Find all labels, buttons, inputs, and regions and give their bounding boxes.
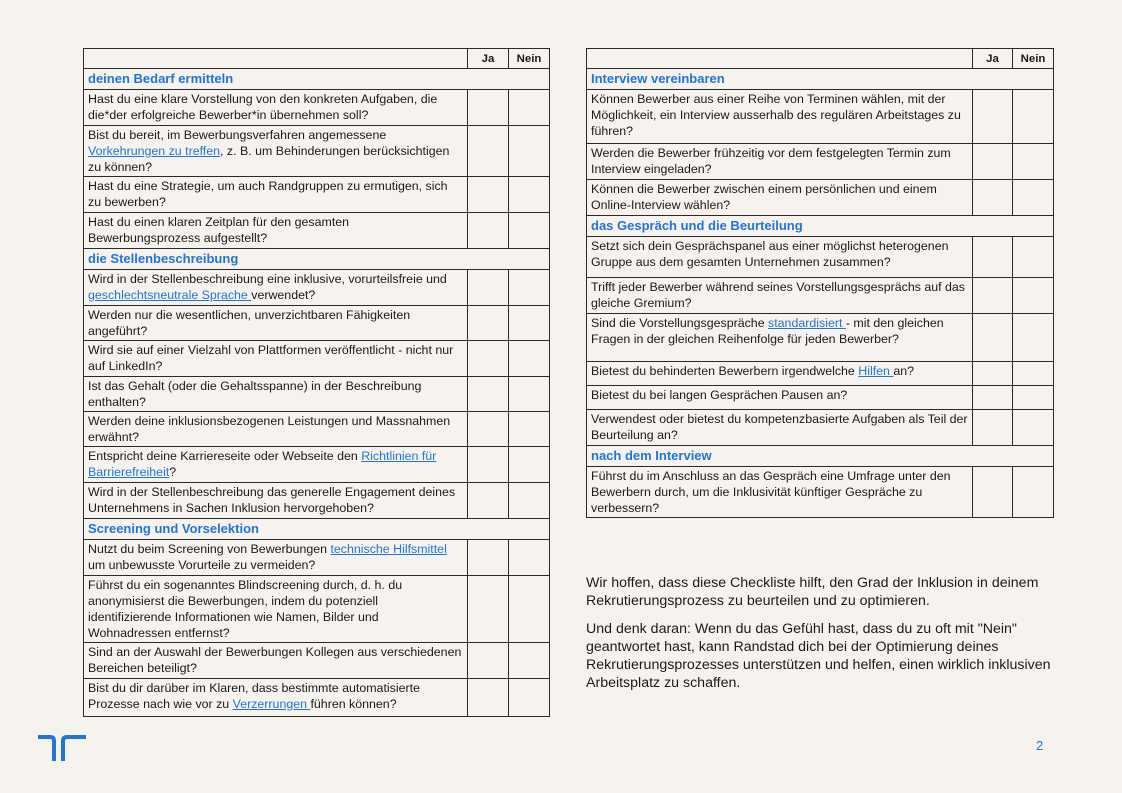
answer-ja-box[interactable] xyxy=(468,177,509,213)
question-text: an? xyxy=(893,364,915,378)
question-cell xyxy=(84,412,468,447)
answer-ja-box[interactable] xyxy=(468,576,509,643)
right-checklist-table xyxy=(586,48,1054,518)
answer-ja-box[interactable] xyxy=(468,341,509,377)
question-cell xyxy=(587,467,973,518)
question-cell xyxy=(587,314,973,362)
question-cell xyxy=(84,540,468,576)
page-number: 2 xyxy=(1036,738,1044,753)
answer-ja-box[interactable] xyxy=(973,410,1013,446)
inline-link[interactable]: standardisiert xyxy=(768,316,846,330)
table-row xyxy=(84,341,550,377)
question-text: Hast du einen klaren Zeitplan für den gesamten Bewerbungsprozess aufgestellt? xyxy=(88,215,350,245)
right-section-row xyxy=(587,446,1054,467)
section-heading: deinen Bedarf ermitteln xyxy=(84,69,550,90)
left-header-row xyxy=(84,49,550,69)
question-cell xyxy=(587,410,973,446)
answer-ja-box[interactable] xyxy=(468,679,509,717)
answer-nein-box[interactable] xyxy=(509,213,550,249)
table-row xyxy=(84,126,550,177)
table-row xyxy=(587,180,1054,216)
answer-ja-box[interactable] xyxy=(973,180,1013,216)
answer-nein-box[interactable] xyxy=(509,412,550,447)
question-text: Entspricht deine Karriereseite oder Webseite den xyxy=(88,449,362,463)
question-text: Bist du bereit, im Bewerbungsverfahren angemessene xyxy=(88,128,387,142)
question-text: Sind die Vorstellungsgespräche xyxy=(591,316,769,330)
right-table-body xyxy=(587,69,1054,518)
question-text: Sind an der Auswahl der Bewerbungen Kollegen aus verschiedenen Bereichen beteiligt? xyxy=(88,645,462,675)
answer-nein-box[interactable] xyxy=(509,576,550,643)
answer-ja-box[interactable] xyxy=(468,447,509,483)
table-row xyxy=(84,447,550,483)
right-header-ja: Ja xyxy=(973,49,1013,69)
question-text: Setzt sich dein Gesprächspanel aus einer möglichst heterogenen Gruppe aus dem gesamten Unternehmen zusammen? xyxy=(591,239,949,269)
question-cell xyxy=(587,278,973,314)
answer-ja-box[interactable] xyxy=(973,362,1013,386)
section-heading: die Stellenbeschreibung xyxy=(84,249,550,270)
question-cell xyxy=(84,643,468,679)
section-heading: Screening und Vorselektion xyxy=(84,519,550,540)
inline-link[interactable]: Verzerrungen xyxy=(232,697,311,711)
right-header-row xyxy=(587,49,1054,69)
table-row xyxy=(84,177,550,213)
answer-nein-box[interactable] xyxy=(509,540,550,576)
answer-ja-box[interactable] xyxy=(468,126,509,177)
table-row xyxy=(84,90,550,126)
inline-link[interactable]: Richtlinien für Barrierefreiheit xyxy=(88,449,437,479)
question-text: verwendet? xyxy=(251,288,316,302)
left-table-head xyxy=(84,49,550,69)
left-header-ja: Ja xyxy=(468,49,509,69)
question-text: Hast du eine Strategie, um auch Randgruppen zu ermutigen, sich zu bewerben? xyxy=(88,179,448,209)
section-heading: das Gespräch und die Beurteilung xyxy=(587,216,1054,237)
question-text: Werden deine inklusionsbezogenen Leistungen und Massnahmen erwähnt? xyxy=(88,414,451,444)
table-row xyxy=(84,306,550,341)
answer-nein-box[interactable] xyxy=(509,90,550,126)
question-cell xyxy=(84,483,468,519)
answer-nein-box[interactable] xyxy=(509,377,550,412)
answer-nein-box[interactable] xyxy=(1013,180,1054,216)
table-row xyxy=(84,643,550,679)
question-cell xyxy=(587,237,973,278)
question-text: Führst du ein sogenanntes Blindscreening durch, d. h. du anonymisierst die Bewerbungen, indem du potenziell identifizierende Informationen wie Namen, Bilder und Wohnadressen entfernst? xyxy=(88,578,403,640)
answer-nein-box[interactable] xyxy=(1013,467,1054,518)
answer-nein-box[interactable] xyxy=(509,643,550,679)
left-section-row xyxy=(84,519,550,540)
table-row xyxy=(587,278,1054,314)
inline-link[interactable]: geschlechtsneutrale Sprache xyxy=(88,288,252,302)
table-row xyxy=(587,314,1054,362)
question-text: Können die Bewerber zwischen einem persönlichen und einem Online-Interview wählen? xyxy=(591,182,937,212)
answer-nein-box[interactable] xyxy=(509,679,550,717)
answer-nein-box[interactable] xyxy=(1013,386,1054,410)
answer-ja-box[interactable] xyxy=(973,90,1013,144)
answer-ja-box[interactable] xyxy=(973,314,1013,362)
answer-nein-box[interactable] xyxy=(1013,237,1054,278)
left-header-question xyxy=(84,49,468,69)
question-text: Wird sie auf einer Vielzahl von Plattformen veröffentlicht - nicht nur auf LinkedIn? xyxy=(88,343,454,373)
answer-nein-box[interactable] xyxy=(1013,314,1054,362)
question-cell xyxy=(84,679,468,717)
table-row xyxy=(84,576,550,643)
answer-nein-box[interactable] xyxy=(509,447,550,483)
section-heading: Interview vereinbaren xyxy=(587,69,1054,90)
table-row xyxy=(84,270,550,306)
question-cell xyxy=(84,447,468,483)
answer-nein-box[interactable] xyxy=(1013,410,1054,446)
inline-link[interactable]: technische Hilfsmittel xyxy=(330,542,447,556)
question-text: Hast du eine klare Vorstellung von den konkreten Aufgaben, die die*der erfolgreiche Bewerber*in übernehmen soll? xyxy=(88,92,438,122)
section-heading: nach dem Interview xyxy=(587,446,1054,467)
table-row xyxy=(587,410,1054,446)
left-table-body xyxy=(84,69,550,717)
left-section-row xyxy=(84,69,550,90)
question-cell xyxy=(84,576,468,643)
question-text: Können Bewerber aus einer Reihe von Terminen wählen, mit der Möglichkeit, ein Interview ausserhalb des regulären Arbeitstages zu führen? xyxy=(591,92,961,138)
question-text: Bietest du bei langen Gesprächen Pausen an? xyxy=(591,388,848,402)
closing-paragraph-1: Wir hoffen, dass diese Checkliste hilft, den Grad der Inklusion in deinem Rekrutierungsprozess zu beurteilen und zu optimieren. xyxy=(586,575,1039,609)
inline-link[interactable]: Hilfen xyxy=(858,364,894,378)
question-cell xyxy=(84,341,468,377)
table-row xyxy=(587,386,1054,410)
answer-ja-box[interactable] xyxy=(468,213,509,249)
table-row xyxy=(84,483,550,519)
question-text: führen können? xyxy=(310,697,397,711)
question-cell xyxy=(587,362,973,386)
question-text: Verwendest oder bietest du kompetenzbasierte Aufgaben als Teil der Beurteilung an? xyxy=(591,412,968,442)
randstad-logo-icon xyxy=(37,735,89,761)
question-cell xyxy=(84,306,468,341)
table-row xyxy=(587,362,1054,386)
answer-ja-box[interactable] xyxy=(973,467,1013,518)
right-header-question xyxy=(587,49,973,69)
answer-ja-box[interactable] xyxy=(468,377,509,412)
question-text: Werden die Bewerber frühzeitig vor dem festgelegten Termin zum Interview eingeladen? xyxy=(591,146,951,176)
question-text: Ist das Gehalt (oder die Gehaltsspanne) in der Beschreibung enthalten? xyxy=(88,379,422,409)
answer-ja-box[interactable] xyxy=(973,237,1013,278)
table-row xyxy=(84,540,550,576)
answer-nein-box[interactable] xyxy=(509,177,550,213)
answer-ja-box[interactable] xyxy=(973,278,1013,314)
answer-ja-box[interactable] xyxy=(468,90,509,126)
answer-nein-box[interactable] xyxy=(509,270,550,306)
question-text: Wird in der Stellenbeschreibung das generelle Engagement deines Unternehmens in Sachen Inklusion hervorgehoben? xyxy=(88,485,456,515)
question-text: - mit den gleichen Fragen in der gleichen Reihenfolge für jeden Bewerber? xyxy=(591,316,944,346)
right-section-row xyxy=(587,69,1054,90)
question-text: Werden nur die wesentlichen, unverzichtbaren Fähigkeiten angeführt? xyxy=(88,308,411,338)
answer-ja-box[interactable] xyxy=(468,306,509,341)
table-row xyxy=(84,679,550,717)
question-cell xyxy=(587,386,973,410)
question-text: ? xyxy=(169,465,177,479)
answer-ja-box[interactable] xyxy=(468,270,509,306)
question-text: Wird in der Stellenbeschreibung eine inklusive, vorurteilsfreie und xyxy=(88,272,447,286)
answer-nein-box[interactable] xyxy=(509,306,550,341)
closing-paragraph-2: Und denk daran: Wenn du das Gefühl hast, dass du zu oft mit "Nein" geantwortet hast, kann Randstad dich bei der Optimierung deines Rekrutierungsprozesses unterstützen und helfen, einen wirklich inklusiven Arbeitsplatz zu schaffen. xyxy=(586,621,1051,691)
left-section-row xyxy=(84,249,550,270)
question-cell xyxy=(84,90,468,126)
question-cell xyxy=(84,270,468,306)
question-text: , z. B. um Behinderungen berücksichtigen zu können? xyxy=(88,144,450,174)
question-cell xyxy=(84,177,468,213)
table-row xyxy=(587,90,1054,144)
answer-nein-box[interactable] xyxy=(509,483,550,519)
question-text: um unbewusste Vorurteile zu vermeiden? xyxy=(88,558,316,572)
question-cell xyxy=(587,180,973,216)
answer-ja-box[interactable] xyxy=(973,144,1013,180)
answer-ja-box[interactable] xyxy=(468,643,509,679)
question-cell xyxy=(587,90,973,144)
answer-nein-box[interactable] xyxy=(1013,90,1054,144)
question-cell xyxy=(587,144,973,180)
answer-ja-box[interactable] xyxy=(468,412,509,447)
table-row xyxy=(587,467,1054,518)
table-row xyxy=(84,412,550,447)
answer-nein-box[interactable] xyxy=(509,126,550,177)
right-header-nein: Nein xyxy=(1013,49,1054,69)
table-row xyxy=(84,213,550,249)
question-text: Bietest du behinderten Bewerbern irgendwelche xyxy=(591,364,859,378)
question-text: Trifft jeder Bewerber während seines Vorstellungsgesprächs auf das gleiche Gremium? xyxy=(591,280,965,310)
question-cell xyxy=(84,213,468,249)
answer-nein-box[interactable] xyxy=(1013,362,1054,386)
question-text: Bist du dir darüber im Klaren, dass bestimmte automatisierte Prozesse nach wie vor zu xyxy=(88,681,420,711)
answer-ja-box[interactable] xyxy=(468,483,509,519)
answer-ja-box[interactable] xyxy=(468,540,509,576)
table-row xyxy=(84,377,550,412)
right-section-row xyxy=(587,216,1054,237)
answer-nein-box[interactable] xyxy=(1013,144,1054,180)
question-cell xyxy=(84,126,468,177)
answer-nein-box[interactable] xyxy=(1013,278,1054,314)
question-text: Führst du im Anschluss an das Gespräch eine Umfrage unter den Bewerbern durch, um die Inklusivität künftiger Gespräche zu verbessern? xyxy=(591,469,951,515)
question-cell xyxy=(84,377,468,412)
answer-ja-box[interactable] xyxy=(973,386,1013,410)
left-header-nein: Nein xyxy=(509,49,550,69)
table-row xyxy=(587,237,1054,278)
table-row xyxy=(587,144,1054,180)
answer-nein-box[interactable] xyxy=(509,341,550,377)
left-checklist-table xyxy=(83,48,550,717)
question-text: Nutzt du beim Screening von Bewerbungen xyxy=(88,542,331,556)
right-table-head xyxy=(587,49,1054,69)
inline-link[interactable]: Vorkehrungen zu treffen xyxy=(88,144,221,158)
